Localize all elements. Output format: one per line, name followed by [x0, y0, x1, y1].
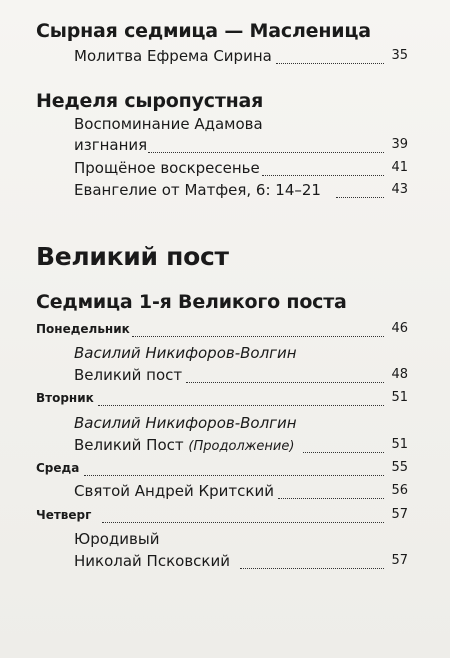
toc-entry-title: Великий пост: [74, 366, 183, 384]
dot-leader: [240, 568, 384, 569]
page-number: 48: [391, 367, 408, 382]
dot-leader: [132, 336, 384, 337]
toc-entry-title: Воспоминание Адамова: [74, 115, 263, 133]
dot-leader: [102, 522, 384, 523]
author-name: Василий Никифоров-Волгин: [74, 414, 297, 432]
section-heading-syropustnaya: Неделя сыропустная: [36, 90, 264, 112]
dot-leader: [98, 405, 384, 406]
day-heading-monday: Понедельник: [36, 322, 130, 336]
page-number: 57: [391, 507, 408, 522]
toc-entry-title: Святой Андрей Критский: [74, 482, 274, 500]
toc-entry-title-continued: изгнания: [74, 136, 148, 154]
toc-entry-title: [74, 436, 294, 454]
toc-entry-parenthetical: (Продолжение): [188, 439, 295, 454]
day-heading-tuesday: Вторник: [36, 391, 94, 405]
dot-leader: [186, 382, 384, 383]
toc-entry-title: Николай Псковский: [74, 552, 230, 570]
dot-leader: [276, 63, 384, 64]
page-number: 39: [391, 137, 408, 152]
dot-leader: [278, 498, 384, 499]
toc-entry-title: Прощёное воскресенье: [74, 159, 260, 177]
page-number: 46: [391, 321, 408, 336]
toc-entry-title-text: Великий Пост: [74, 436, 184, 454]
page-number: 57: [391, 553, 408, 568]
section-heading-sedmitsa-1: Седмица 1-я Великого поста: [36, 291, 347, 313]
toc-entry-title: Молитва Ефрема Сирина: [74, 47, 272, 65]
page-number: 55: [391, 460, 408, 475]
dot-leader: [262, 175, 384, 176]
page-number: 43: [391, 182, 408, 197]
toc-entry-title: Юродивый: [74, 530, 160, 548]
page-number: 35: [391, 48, 408, 63]
toc-entry-title: Евангелие от Матфея, 6: 14–21: [74, 181, 321, 199]
section-heading-maslenitsa: Сырная седмица — Масленица: [36, 20, 371, 42]
page-number: 41: [391, 160, 408, 175]
dot-leader: [84, 475, 384, 476]
page-number: 51: [391, 390, 408, 405]
page-number: 56: [391, 483, 408, 498]
dot-leader: [148, 152, 384, 153]
author-name: Василий Никифоров-Волгин: [74, 344, 297, 362]
dot-leader: [303, 452, 384, 453]
dot-leader: [336, 197, 384, 198]
page-number: 51: [391, 437, 408, 452]
day-heading-wednesday: Среда: [36, 461, 80, 475]
part-heading-velikiy-post: Великий пост: [36, 242, 229, 271]
day-heading-thursday: Четверг: [36, 508, 92, 522]
